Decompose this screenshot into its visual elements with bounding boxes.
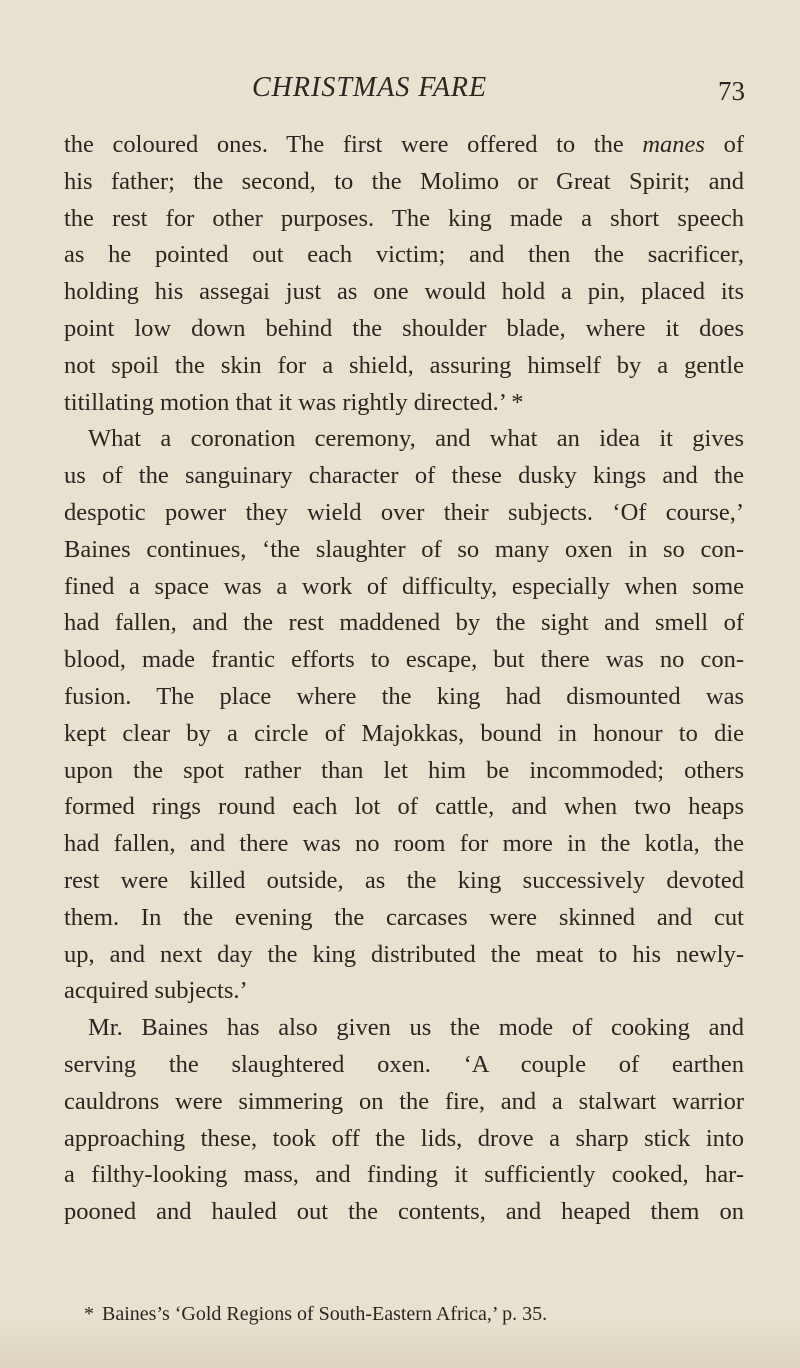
text-line: Baines continues, ‘the slaughter of so many oxen in so con- (64, 535, 744, 563)
text-line: not spoil the skin for a shield, assuring himself by a gentle (64, 351, 744, 379)
text-line: pooned and hauled out the contents, and heaped them on (64, 1198, 744, 1226)
text-line: acquired subjects.’ (64, 977, 248, 1005)
text-line: fined a space was a work of difficulty, especially when some (64, 572, 744, 600)
footnote-text: Baines’s ‘Gold Regions of South-Eastern Africa,’ p. 35. (102, 1303, 548, 1325)
text-line: them. In the evening the carcases were skinned and cut (64, 903, 744, 931)
text-line: the coloured ones. The first were offered to the manes of (64, 131, 744, 158)
text-line: What a coronation ceremony, and what an idea it gives (88, 425, 744, 453)
text-line: as he pointed out each victim; and then the sacrificer, (64, 241, 744, 269)
text-line: Mr. Baines has also given us the mode of cooking and (88, 1014, 744, 1042)
text-line: a filthy-looking mass, and finding it sufficiently cooked, har- (64, 1161, 744, 1189)
italic-word: manes (642, 131, 705, 158)
text-line: point low down behind the shoulder blade, where it does (64, 314, 744, 342)
text-line: despotic power they wield over their subjects. ‘Of course,’ (64, 498, 744, 526)
text-line: rest were killed outside, as the king successively devoted (64, 866, 744, 894)
text-line: the rest for other purposes. The king made a short speech (64, 204, 744, 232)
text-line: had fallen, and there was no room for more in the kotla, the (64, 830, 744, 858)
text-line: blood, made frantic efforts to escape, but there was no con- (64, 646, 744, 674)
text-line: had fallen, and the rest maddened by the sight and smell of (64, 609, 744, 637)
footnote (84, 1300, 744, 1328)
text-line: upon the spot rather than let him be incommoded; others (64, 756, 744, 784)
footnote-mark: * (84, 1303, 94, 1325)
running-title: CHRISTMAS FARE (252, 72, 488, 103)
text-line: titillating motion that it was rightly directed.’ * (64, 388, 524, 416)
page-number: 73 (718, 76, 745, 106)
text-line: cauldrons were simmering on the fire, and a stalwart warrior (64, 1087, 744, 1115)
text-line: kept clear by a circle of Majokkas, bound in honour to die (64, 719, 744, 747)
text-line: his father; the second, to the Molimo or Great Spirit; and (64, 167, 744, 195)
text-line: up, and next day the king distributed the meat to his newly- (64, 940, 744, 968)
text-line: approaching these, took off the lids, drove a sharp stick into (64, 1124, 744, 1152)
text-line: holding his assegai just as one would hold a pin, placed its (64, 278, 744, 306)
text-line: fusion. The place where the king had dismounted was (64, 682, 744, 710)
text-line: serving the slaughtered oxen. ‘A couple of earthen (64, 1050, 744, 1078)
running-head (0, 72, 800, 112)
text-line: formed rings round each lot of cattle, and when two heaps (64, 793, 744, 821)
body-text (64, 127, 744, 1231)
text-line: us of the sanguinary character of these dusky kings and the (64, 462, 744, 490)
